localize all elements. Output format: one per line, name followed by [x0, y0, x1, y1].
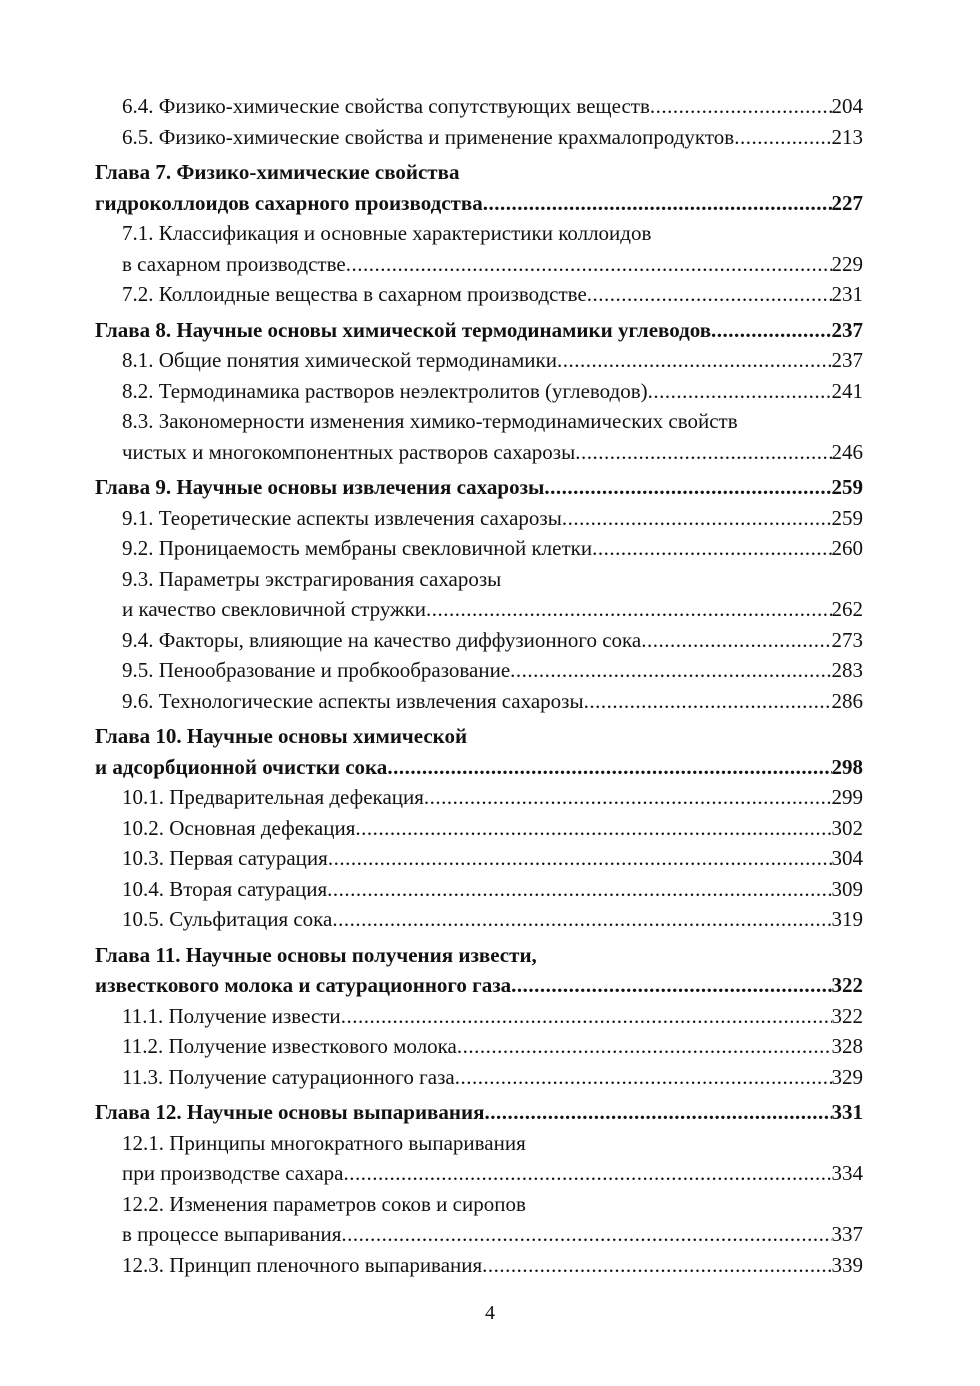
toc-entry-7-1-line1	[95, 218, 863, 249]
toc-entry-title: 12.2. Изменения параметров соков и сиропов	[122, 1191, 526, 1216]
toc-chapter-9	[95, 472, 863, 503]
toc-leader-dots	[641, 625, 831, 656]
toc-chapter-title: Глава 11. Научные основы получения извести,	[95, 942, 537, 967]
toc-entry-12-3	[95, 1250, 863, 1281]
toc-entry-9-5	[95, 655, 863, 686]
toc-leader-dots	[584, 686, 832, 717]
toc-chapter-page: 237	[831, 317, 863, 342]
toc-leader-dots	[711, 315, 831, 346]
toc-leader-dots	[510, 655, 831, 686]
toc-entry-page: 260	[831, 536, 863, 560]
toc-entry-title: 7.1. Классификация и основные характеристики коллоидов	[122, 221, 652, 245]
toc-leader-dots	[332, 904, 831, 935]
toc-entry-8-3-line2	[95, 437, 863, 468]
toc-chapter-title: и адсорбционной очистки сока	[95, 754, 388, 779]
toc-leader-dots	[648, 376, 832, 407]
toc-entry-title: 11.2. Получение известкового молока	[122, 1034, 457, 1058]
toc-leader-dots	[544, 472, 831, 503]
toc-entry-page: 309	[831, 876, 863, 901]
toc-entry-12-2-line1	[95, 1189, 863, 1220]
toc-entry-title: 9.6. Технологические аспекты извлечения сахарозы	[122, 688, 584, 713]
toc-entry-title: 11.1. Получение извести	[122, 1003, 341, 1028]
toc-entry-9-3-line1	[95, 564, 863, 595]
toc-leader-dots	[592, 533, 831, 564]
toc-chapter-page: 298	[831, 754, 863, 779]
toc-entry-9-6	[95, 686, 863, 717]
toc-chapter-10-line2	[95, 752, 863, 783]
toc-entry-7-2	[95, 279, 863, 310]
toc-chapter-title: Глава 7. Физико-химические свойства	[95, 160, 460, 184]
toc-leader-dots	[424, 782, 832, 813]
toc-entry-page: 339	[831, 1252, 863, 1277]
toc-chapter-page: 331	[831, 1100, 863, 1124]
toc-entry-title: 8.2. Термодинамика растворов неэлектролитов (углеводов)	[122, 378, 648, 403]
toc-entry-10-3	[95, 843, 863, 874]
toc-leader-dots	[328, 843, 832, 874]
toc-leader-dots	[734, 122, 831, 153]
toc-entry-6-4	[95, 91, 863, 122]
toc-entry-title: 10.5. Сульфитация сока	[122, 907, 333, 931]
toc-leader-dots	[346, 249, 832, 280]
toc-entry-page: 273	[831, 627, 863, 652]
toc-entry-page: 302	[831, 815, 863, 840]
toc-entry-page: 334	[831, 1161, 863, 1185]
toc-entry-title: 9.3. Параметры экстрагирования сахарозы	[122, 566, 502, 591]
toc-leader-dots	[327, 874, 831, 905]
toc-chapter-title: гидроколлоидов сахарного производства	[95, 190, 483, 215]
toc-entry-10-5	[95, 904, 863, 935]
toc-entry-title: 10.4. Вторая сатурация	[122, 876, 328, 901]
toc-entry-page: 299	[831, 785, 863, 809]
toc-entry-8-1	[95, 345, 863, 376]
toc-entry-10-4	[95, 874, 863, 905]
toc-entry-title: чистых и многокомпонентных растворов сахарозы	[122, 439, 576, 464]
toc-entry-7-1-line2	[95, 249, 863, 280]
page-number: 4	[485, 1302, 495, 1324]
toc-entry-page: 283	[831, 658, 863, 682]
toc-entry-title: при производстве сахара	[122, 1161, 344, 1185]
toc-entry-page: 319	[831, 907, 863, 931]
toc-chapter-page: 322	[831, 973, 863, 997]
toc-leader-dots	[341, 1219, 831, 1250]
toc-leader-dots	[482, 1250, 831, 1281]
toc-entry-page: 337	[831, 1222, 863, 1246]
toc-entry-page: 286	[831, 688, 863, 713]
toc-chapter-7-line1	[95, 157, 863, 188]
toc-entry-title: 11.3. Получение сатурационного газа	[122, 1064, 455, 1089]
toc-entry-page: 229	[831, 251, 863, 276]
toc-entry-title: 9.5. Пенообразование и пробкообразование	[122, 658, 511, 682]
toc-entry-11-1	[95, 1001, 863, 1032]
toc-entry-9-1	[95, 503, 863, 534]
toc-entry-title: и качество свекловичной стружки	[122, 597, 426, 621]
toc-leader-dots	[387, 752, 831, 783]
toc-chapter-10-line1	[95, 721, 863, 752]
toc-leader-dots	[511, 970, 831, 1001]
toc-chapter-page: 227	[831, 190, 863, 215]
toc-entry-8-3-line1	[95, 406, 863, 437]
toc-entry-title: 7.2. Коллоидные вещества в сахарном производстве	[122, 282, 587, 306]
toc-chapter-12	[95, 1097, 863, 1128]
toc-leader-dots	[341, 1001, 832, 1032]
toc-chapter-7-line2	[95, 188, 863, 219]
toc-leader-dots	[562, 503, 832, 534]
toc-leader-dots	[557, 345, 832, 376]
toc-entry-9-3-line2	[95, 594, 863, 625]
toc-leader-dots	[355, 813, 831, 844]
toc-entry-page: 213	[831, 124, 863, 149]
toc-entry-page: 246	[831, 439, 863, 464]
toc-entry-title: 8.3. Закономерности изменения химико-термодинамических свойств	[122, 409, 738, 433]
toc-entry-10-1	[95, 782, 863, 813]
toc-entry-page: 328	[831, 1034, 863, 1058]
toc-entry-page: 322	[831, 1003, 863, 1028]
toc-entry-12-2-line2	[95, 1219, 863, 1250]
toc-entry-10-2	[95, 813, 863, 844]
toc-entry-title: 6.5. Физико-химические свойства и применение крахмалопродуктов	[122, 124, 735, 149]
toc-entry-title: 12.3. Принцип пленочного выпаривания	[122, 1252, 483, 1277]
toc-entry-8-2	[95, 376, 863, 407]
toc-entry-11-3	[95, 1062, 863, 1093]
toc-entry-title: 9.1. Теоретические аспекты извлечения сахарозы	[122, 505, 562, 530]
toc-chapter-8	[95, 315, 863, 346]
toc-entry-title: 10.1. Предварительная дефекация	[122, 785, 424, 809]
toc-entry-12-1-line1	[95, 1128, 863, 1159]
toc-leader-dots	[343, 1158, 831, 1189]
toc-chapter-title: Глава 9. Научные основы извлечения сахарозы	[95, 475, 545, 499]
toc-chapter-title: Глава 8. Научные основы химической термодинамики углеводов	[95, 317, 712, 342]
toc-entry-page: 237	[831, 348, 863, 372]
toc-leader-dots	[483, 188, 832, 219]
toc-entry-6-5	[95, 122, 863, 153]
toc-entry-9-4	[95, 625, 863, 656]
toc-leader-dots	[587, 279, 832, 310]
toc-chapter-page: 259	[831, 475, 863, 499]
toc-entry-title: 9.2. Проницаемость мембраны свекловичной клетки	[122, 536, 593, 560]
toc-leader-dots	[650, 91, 832, 122]
toc-entry-page: 231	[831, 282, 863, 306]
toc-entry-title: 9.4. Факторы, влияющие на качество диффузионного сока	[122, 627, 642, 652]
toc-leader-dots	[457, 1031, 832, 1062]
toc-entry-title: 6.4. Физико-химические свойства сопутствующих веществ	[122, 94, 650, 118]
toc-entry-title: 12.1. Принципы многократного выпаривания	[122, 1130, 526, 1155]
toc-entry-11-2	[95, 1031, 863, 1062]
toc-entry-page: 329	[831, 1064, 863, 1089]
toc-leader-dots	[484, 1097, 831, 1128]
table-of-contents	[95, 91, 863, 1280]
toc-entry-page: 204	[831, 94, 863, 118]
toc-entry-12-1-line2	[95, 1158, 863, 1189]
toc-chapter-title: Глава 10. Научные основы химической	[95, 724, 468, 748]
toc-entry-title: 8.1. Общие понятия химической термодинамики	[122, 348, 557, 372]
toc-leader-dots	[455, 1062, 832, 1093]
toc-entry-page: 241	[831, 378, 863, 403]
toc-entry-page: 262	[831, 597, 863, 621]
toc-entry-9-2	[95, 533, 863, 564]
toc-leader-dots	[575, 437, 831, 468]
toc-entry-title: 10.2. Основная дефекация	[122, 815, 356, 840]
toc-entry-page: 304	[831, 846, 863, 870]
toc-chapter-title: Глава 12. Научные основы выпаривания	[95, 1100, 485, 1124]
toc-chapter-11-line2	[95, 970, 863, 1001]
toc-entry-page: 259	[831, 505, 863, 530]
toc-entry-title: 10.3. Первая сатурация	[122, 846, 328, 870]
toc-chapter-title: известкового молока и сатурационного газа	[95, 973, 512, 997]
toc-chapter-11-line1	[95, 940, 863, 971]
toc-entry-title: в процессе выпаривания	[122, 1222, 342, 1246]
toc-entry-title: в сахарном производстве	[122, 251, 346, 276]
toc-leader-dots	[426, 594, 832, 625]
